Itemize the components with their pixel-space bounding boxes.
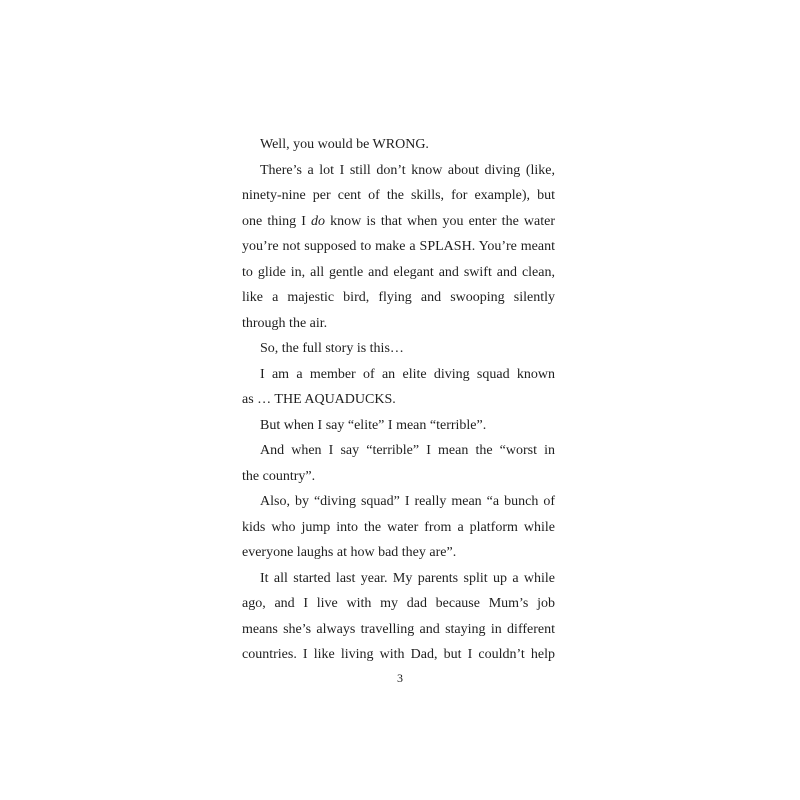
text-line: kids who jump into the water from a platform while — [242, 519, 555, 535]
text-line: It all started last year. My parents split up a while — [260, 570, 555, 586]
text-line: you’re not supposed to make a SPLASH. You’re meant — [242, 239, 555, 254]
text-line: But when I say “elite” I mean “terrible”. — [260, 417, 487, 433]
text-line: to glide in, all gentle and elegant and swift and clean, — [242, 264, 555, 280]
text-line: And when I say “terrible” I mean the “worst in — [260, 443, 555, 458]
text-run: know is that when you enter the water — [325, 213, 555, 229]
text-line: like a majestic bird, flying and swooping silently — [242, 290, 555, 305]
text-line: means she’s always travelling and staying in different — [242, 621, 555, 637]
text-line: ago, and I live with my dad because Mum’s job — [242, 596, 555, 611]
text-line: There’s a lot I still don’t know about diving (like, — [260, 162, 555, 178]
text-line: countries. I like living with Dad, but I couldn’t help — [242, 647, 555, 662]
text-run: one thing I — [242, 213, 312, 229]
text-line: the country”. — [242, 468, 316, 484]
text-line: Well, you would be WRONG. — [260, 137, 429, 152]
body-text — [242, 132, 555, 668]
text-line: through the air. — [242, 315, 328, 331]
text-line: as … THE AQUADUCKS. — [242, 392, 396, 407]
text-line — [242, 209, 555, 235]
text-line: Also, by “diving squad” I really mean “a bunch of — [260, 494, 555, 509]
text-line: everyone laughs at how bad they are”. — [242, 545, 457, 560]
text-line: ninety-nine per cent of the skills, for example), but — [242, 188, 555, 203]
text-line: So, the full story is this… — [260, 341, 404, 356]
text-line: I am a member of an elite diving squad known — [260, 366, 555, 382]
page-number: 3 — [397, 671, 403, 685]
emphasis-text: do — [311, 213, 326, 229]
